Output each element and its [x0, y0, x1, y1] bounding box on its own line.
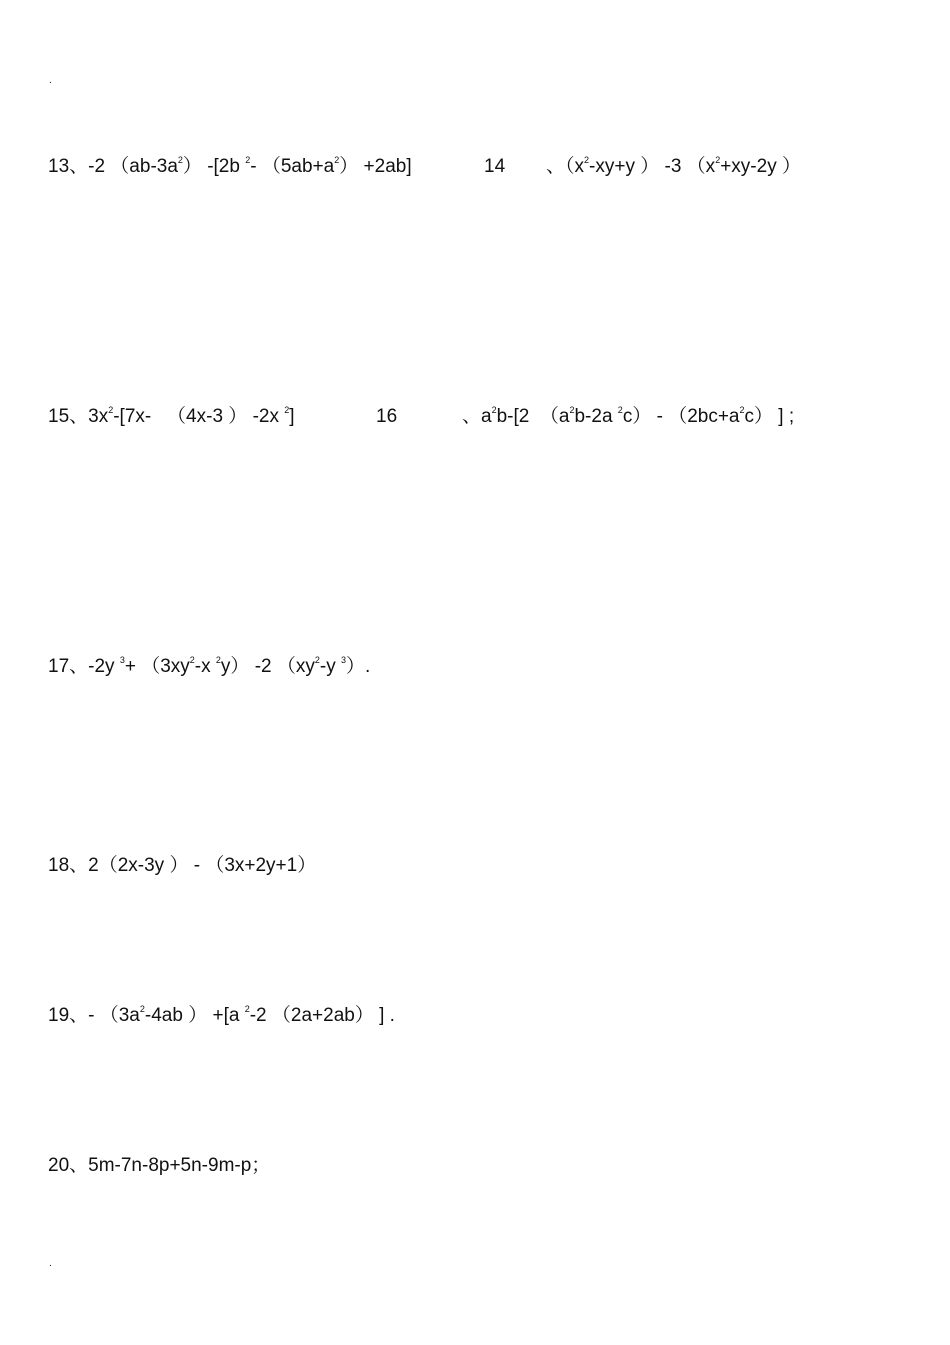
problem-18: 18、2（2x-3y ） - （3x+2y+1）	[48, 855, 317, 876]
problem-16-number: 16	[376, 406, 398, 427]
problem-15: 15、$3x^2-[7x-$ （4x-3 ） -2x $^2$]	[48, 405, 295, 427]
problem-14: 、（$x^2-xy+y$ ） -3 （$x^2+xy-2y$ ）	[546, 155, 801, 177]
problem-13: 13、-2 $(ab-3a^2)$ -[2b $^2$- $(5ab+a^2) +2ab$]	[48, 155, 412, 177]
page-marker-top: .	[49, 75, 52, 86]
problem-19: 19、- （$3a^2-4ab$ ） +[a $^2$-2 （2a+2ab） ] .	[48, 1004, 395, 1026]
problem-17: 17、-2y $^3+ (3xy^2-x$ $^2$y） -2 （$xy^2-y$ $^3$）.	[48, 655, 371, 677]
problem-16: 、$a^2b-[2$ （$a^2b-2a$ $^2c) - (2bc+a^2c)$ ] ;	[462, 405, 795, 427]
problem-14-number: 14	[484, 156, 506, 177]
page-marker-bottom: .	[49, 1258, 52, 1269]
problem-20: 20、5m-7n-8p+5n-9m-p；	[48, 1155, 271, 1176]
